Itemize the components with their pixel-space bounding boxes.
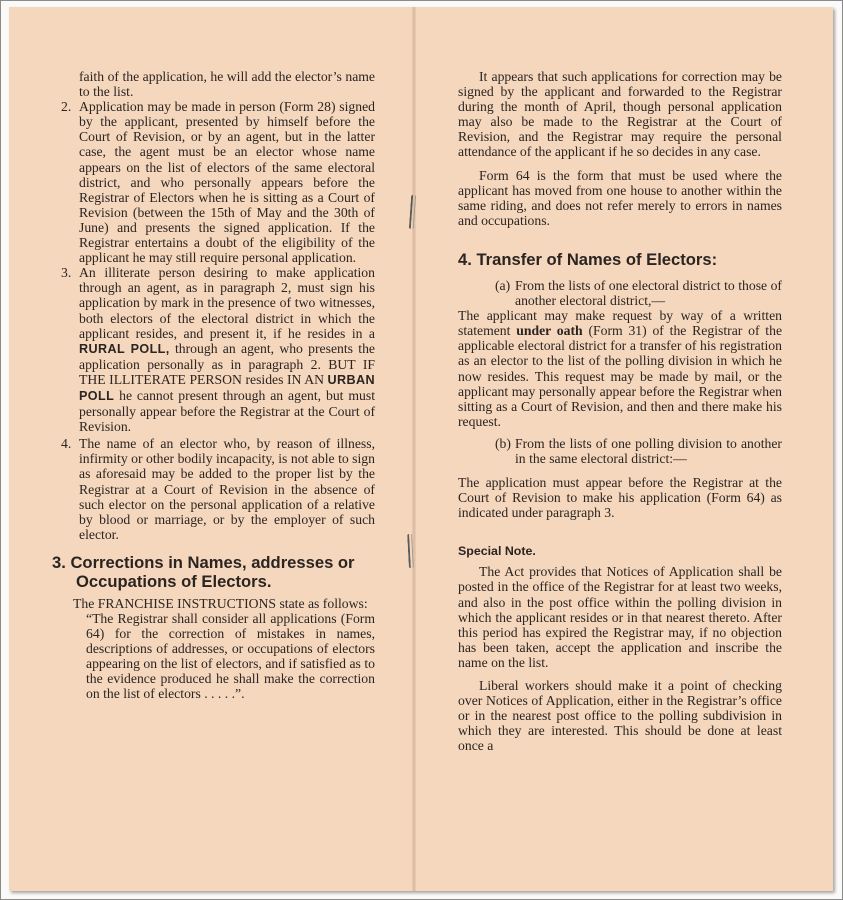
list-item-2 [52, 99, 375, 265]
center-fold [412, 7, 416, 891]
paragraph [458, 308, 782, 429]
paragraph: The application must appear before the Registrar at the Court of Revision to make his application (Form 64) as indicated under paragraph 3. [458, 475, 782, 521]
item-text-part: he cannot present through an agent, but must personally appear before the Registrar at the Court of Revision. [79, 387, 375, 435]
section-3-quote: “The Registrar shall consider all applications (Form 64) for the correction of mistakes in names, descriptions of addresses, or occupations of electors appearing on the list of electors, and if satisfied as to the evidence produced he shall make the correction on the list of electors . . . . .”. [86, 611, 375, 702]
rural-poll-emphasis: RURAL POLL, [79, 341, 170, 356]
subsection-a [458, 278, 782, 308]
right-column [458, 69, 782, 753]
subsection-label: (b) [495, 435, 511, 451]
continuation-text: faith of the application, he will add the elector’s name to the list. [79, 69, 375, 100]
subsection-text: From the lists of one polling division to another in the same electoral district:— [515, 435, 782, 466]
left-column [52, 69, 375, 702]
under-oath-emphasis: under oath [516, 323, 583, 339]
section-4-heading: 4. Transfer of Names of Electors: [458, 249, 718, 269]
paragraph-part: (Form 31) of the Registrar of the applicable electoral district for a transfer of his registration as an elector to the list of the polling division in which he now resides. This request may be made by mail, or the applicant may personally appear before the Registrar when sitting as a Court of Revision, and then and there make his request. [458, 323, 783, 429]
subsection-label: (a) [495, 277, 511, 293]
item-text: Application may be made in person (Form 28) signed by the applicant, presented by himself before the Court of Revision, or by an agent, but in the latter case, the agent must be an elector whose name appears on the list of electors of the same electoral district, and who personally appears before the Registrar of Electors when he is sitting as a Court of Revision (between the 15th of May and the 30th of June) and presents the signed application. If the Registrar entertains a doubt of the eligibility of the applicant he may still require personal application. [79, 99, 375, 266]
section-3-intro: The FRANCHISE INSTRUCTIONS state as follows: [73, 595, 368, 611]
list-item-4 [52, 436, 375, 542]
paragraph: The Act provides that Notices of Application shall be posted in the office of the Registrar for at least two weeks, and also in the post office within the polling division in which the applicant resides or in that nearest thereto. After this period has expired the Registrar may, if no objection has been taken, accept the application and inscribe the name on the list. [458, 564, 782, 670]
special-note-heading: Special Note. [458, 544, 536, 559]
paragraph-part: The applicant may make request by way of a written statement [458, 308, 782, 339]
pamphlet-page [9, 7, 833, 891]
item-number: 3. [61, 265, 72, 281]
paragraph: It appears that such applications for correction may be signed by the applicant and forwarded to the Registrar during the month of April, though personal application may also be made to the Registrar at the Court of Revision, and the Registrar may require the personal attendance of the applicant if he so decides in any case. [458, 69, 782, 160]
subsection-b [458, 436, 782, 466]
urban-poll-emphasis: URBAN POLL [79, 372, 375, 403]
subsection-text: From the lists of one electoral district to those of another electoral district,— [515, 277, 782, 309]
paragraph: Form 64 is the form that must be used where the applicant has moved from one house to another within the same riding, and does not refer merely to errors in names and occupations. [458, 167, 782, 228]
section-3-heading: 3. Corrections in Names, addresses or Occupations of Electors. [52, 552, 355, 591]
paragraph: Liberal workers should make it a point of checking over Notices of Application, either in the Registrar’s office or in the nearest post office to the polling subdivision in which they are interested. This should be done at least once a [458, 678, 782, 754]
list-item-3 [52, 265, 375, 434]
item-text-part: through an agent, who presents the application personally as in paragraph 2. BUT IF THE ILLITERATE PERSON resides IN AN [79, 340, 375, 387]
item-text [79, 265, 375, 434]
item-number: 4. [61, 436, 72, 452]
item-number: 2. [61, 99, 72, 115]
item-text-part: An illiterate person desiring to make application through an agent, as in paragraph 2, must sign his application by mark in the presence of two witnesses, both electors of the electoral district in which the applicant resides, and present it, if he resides in a [79, 265, 375, 341]
item-text: The name of an elector who, by reason of illness, infirmity or other bodily incapacity, is not able to sign as aforesaid may be added to the proper list by the Registrar at a Court of Revision in the absence of such elector on the personal application of a relative by blood or marriage, or by the employer of such elector. [79, 436, 375, 542]
